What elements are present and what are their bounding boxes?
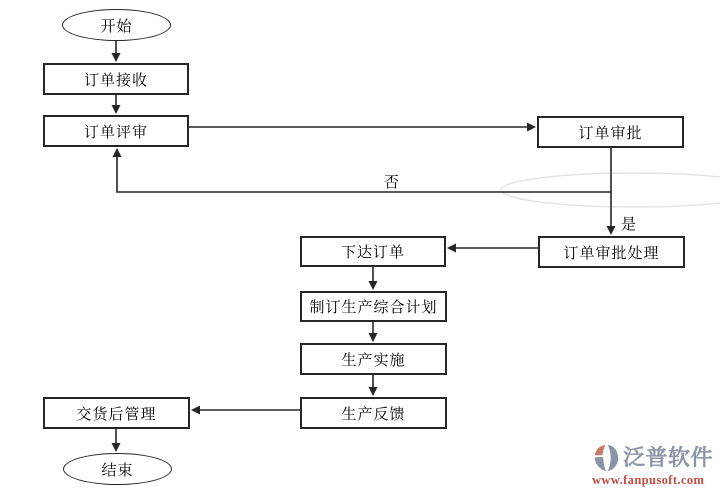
brand-name: 泛普软件 [623,445,714,470]
fanpu-logo-icon [592,443,620,473]
edge-feedback-delivery [191,406,300,415]
node-production-implement: 生产实施 [300,343,447,375]
edge-issue-plan [369,267,378,290]
node-order-approve-process: 订单审批处理 [538,236,685,268]
node-start: 开始 [62,9,171,41]
edge-review-approve [189,123,536,132]
node-post-delivery: 交货后管理 [43,397,190,429]
node-issue-order: 下达订单 [300,236,446,267]
node-order-review: 订单评审 [43,115,189,147]
node-order-receive: 订单接收 [43,63,189,95]
node-production-feedback: 生产反馈 [300,397,447,429]
node-end: 结束 [63,453,172,485]
edge-receive-review [112,95,121,114]
edge-delivery-end [112,429,121,452]
node-production-plan: 制订生产综合计划 [300,291,447,322]
edge-start-receive [112,41,121,62]
edge-implement-feedback [369,375,378,396]
edge-label-no: 否 [384,174,400,191]
brand-watermark [592,443,714,487]
edge-plan-implement [369,322,378,342]
node-order-approve: 订单审批 [537,116,684,148]
edge-label-yes: 是 [621,216,637,233]
brand-url: www.fanpusoft.com [592,473,705,487]
edge-approve-review-no [113,148,612,192]
edge-process-issue [447,244,538,253]
